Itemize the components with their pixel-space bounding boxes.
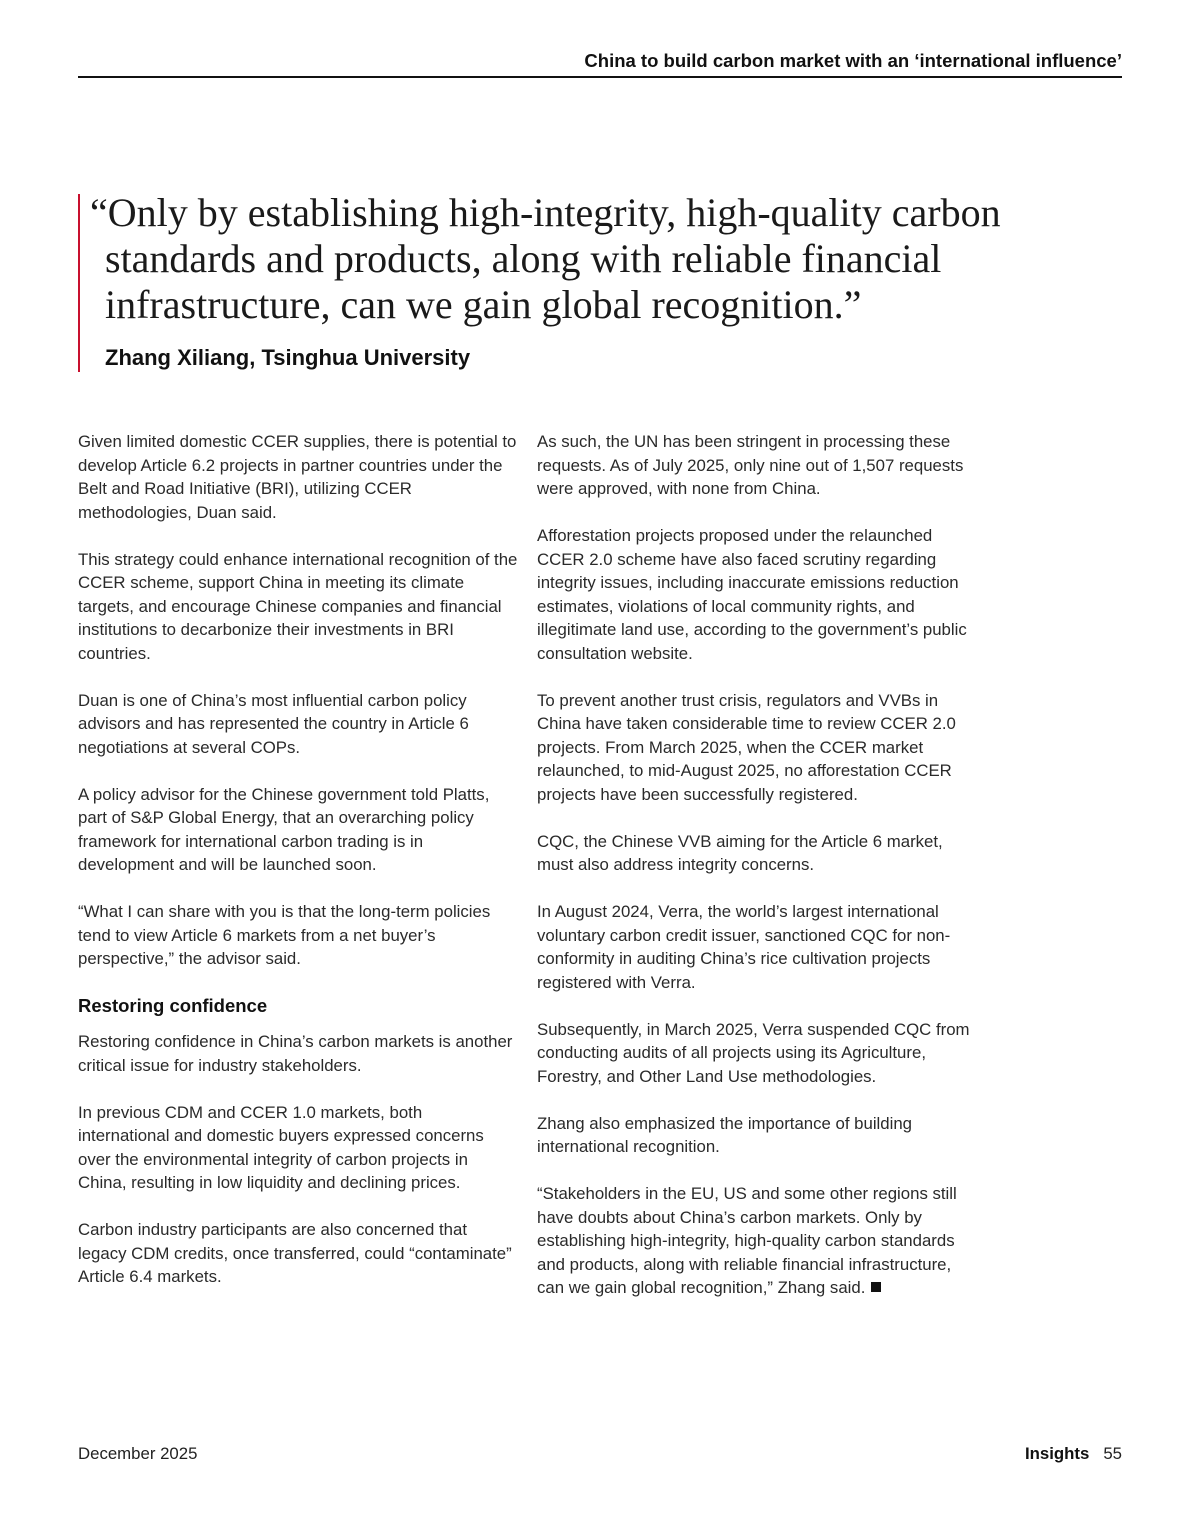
end-of-article-icon — [871, 1282, 881, 1292]
pull-quote-accent-bar — [78, 194, 80, 372]
paragraph: Restoring confidence in China’s carbon markets is another critical issue for industry stakeholders. — [78, 1032, 513, 1075]
paragraph: Given limited domestic CCER supplies, there is potential to develop Article 6.2 projects in partner countries under the Belt and Road Initiative (BRI), utilizing CCER methodologies, Duan said. — [78, 432, 517, 522]
article-column-left — [78, 430, 518, 1312]
running-header-title: China to build carbon market with an ‘international influence’ — [584, 50, 1122, 71]
pull-quote-text: “Only by establishing high-integrity, high-quality carbon standards and products, along with reliable financial infrastructure, can we gain global recognition.” — [90, 190, 1001, 327]
footer-date: December 2025 — [78, 1444, 198, 1463]
paragraph: A policy advisor for the Chinese government told Platts, part of S&P Global Energy, that an overarching policy framework for international carbon trading is in development and will be launched soon. — [78, 784, 490, 874]
final-paragraph — [537, 1182, 977, 1300]
paragraph-text: “Stakeholders in the EU, US and some other regions still have doubts about China’s carbon markets. Only by establishing high-integrity, high-quality carbon standards and products, along with reliable financial infrastructure, can we gain global recognition,” Zhang said. — [537, 1184, 957, 1297]
pull-quote-attribution: Zhang Xiliang, Tsinghua University — [105, 345, 471, 370]
paragraph: Zhang also emphasized the importance of building international recognition. — [537, 1113, 913, 1156]
header-divider — [78, 76, 1122, 78]
page-footer — [78, 1442, 1122, 1466]
paragraph: Carbon industry participants are also concerned that legacy CDM credits, once transferred, could “contaminate” Article 6.4 markets. — [78, 1220, 512, 1286]
footer-section-name: Insights — [1024, 1444, 1090, 1463]
page-number: 55 — [1103, 1444, 1122, 1463]
paragraph: “What I can share with you is that the long-term policies tend to view Article 6 markets from a net buyer’s perspective,” the advisor said. — [78, 902, 491, 968]
paragraph: Duan is one of China’s most influential carbon policy advisors and has represented the country in Article 6 negotiations at several COPs. — [78, 690, 469, 757]
pull-quote — [78, 190, 1122, 372]
paragraph: Afforestation projects proposed under the relaunched CCER 2.0 scheme have also faced scrutiny regarding integrity issues, including inaccurate emissions reduction estimates, violations of local community rights, and illegitimate land use, according to the government’s public consultation website. — [537, 526, 967, 663]
paragraph: This strategy could enhance international recognition of the CCER scheme, support China in meeting its climate targets, and encourage Chinese companies and financial institutions to decarbonize their investments in BRI countries. — [78, 549, 518, 663]
paragraph: As such, the UN has been stringent in processing these requests. As of July 2025, only nine out of 1,507 requests were approved, with none from China. — [537, 432, 964, 498]
footer-folio — [1025, 1442, 1122, 1466]
paragraph: In August 2024, Verra, the world’s largest international voluntary carbon credit issuer, sanctioned CQC for non-conformity in auditing China’s rice cultivation projects registered with Verra. — [537, 902, 951, 992]
article-column-right — [537, 430, 977, 1323]
paragraph: Subsequently, in March 2025, Verra suspended CQC from conducting audits of all projects using its Agriculture, Forestry, and Other Land Use methodologies. — [537, 1019, 970, 1086]
paragraph: To prevent another trust crisis, regulators and VVBs in China have taken considerable time to review CCER 2.0 projects. From March 2025, when the CCER market relaunched, to mid-August 2025, no afforestation CCER projects have been successfully registered. — [537, 690, 956, 804]
section-subheading: Restoring confidence — [78, 995, 268, 1016]
paragraph: CQC, the Chinese VVB aiming for the Article 6 market, must also address integrity concerns. — [537, 831, 943, 874]
paragraph: In previous CDM and CCER 1.0 markets, both international and domestic buyers expressed concerns over the environmental integrity of carbon projects in China, resulting in low liquidity and declining prices. — [78, 1102, 484, 1192]
